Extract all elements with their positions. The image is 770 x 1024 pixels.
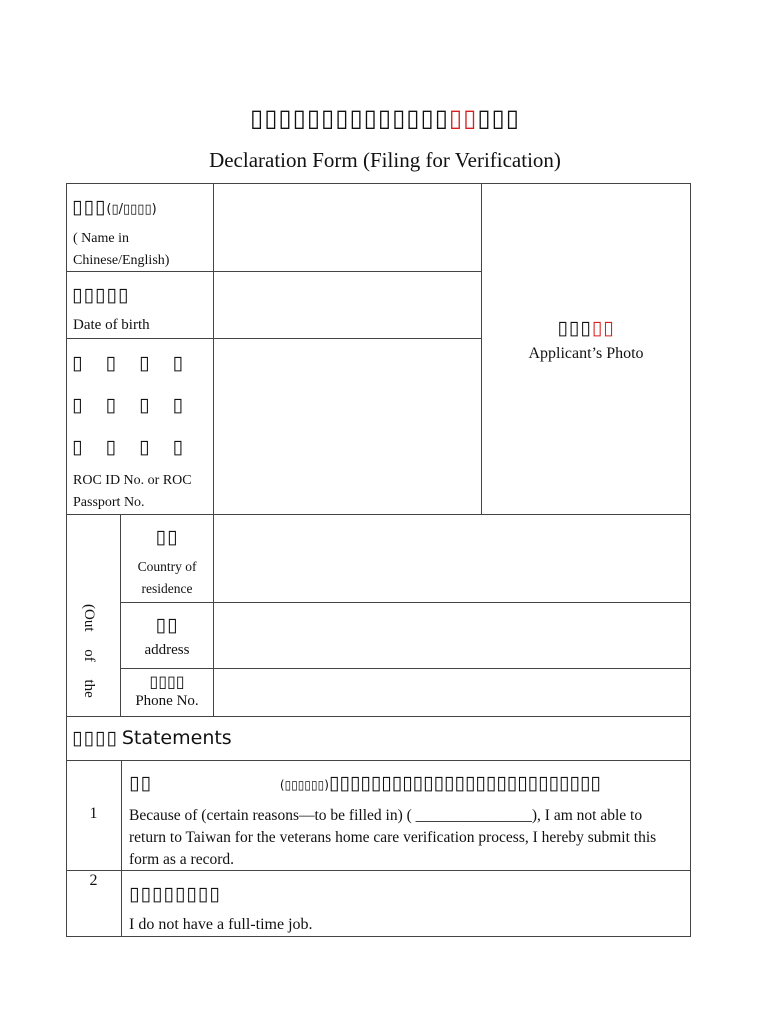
- address-field[interactable]: [216, 605, 688, 666]
- statement-1-english: Because of (certain reasons—to be filled in) ( _______________), I am not able to return to Taiwan for the veterans home care verification process, I hereby submit this form as a record.: [129, 807, 657, 868]
- statement-1-chinese: ▯▯ (▯▯▯▯▯▯)▯▯▯▯▯▯▯▯▯▯▯▯▯▯▯▯▯▯▯▯▯▯▯▯▯▯: [129, 772, 601, 794]
- statement-2-english: I do not have a full-time job.: [129, 916, 313, 933]
- country-field[interactable]: [216, 517, 688, 600]
- dob-field[interactable]: [216, 274, 478, 336]
- form-title-chinese: ▯▯▯▯▯▯▯▯▯▯▯▯▯▯▯▯▯▯▯: [250, 104, 520, 132]
- statement-number: 1: [89, 805, 98, 822]
- form-title-english: Declaration Form (Filing for Verification): [209, 148, 561, 172]
- overseas-vertical-label: (Out of the: [81, 604, 97, 698]
- photo-area[interactable]: [482, 317, 690, 363]
- id-label-chinese: ▯ ▯ ▯ ▯ ▯ ▯ ▯ ▯ ▯ ▯ ▯ ▯: [72, 352, 183, 458]
- title-highlight: ▯▯: [448, 104, 478, 132]
- statement-2-chinese: ▯▯▯▯▯▯▯▯: [129, 883, 221, 905]
- id-field[interactable]: [216, 341, 478, 511]
- address-label: ▯▯ address: [144, 614, 190, 658]
- statements-heading: ▯▯▯▯ Statements: [72, 727, 232, 749]
- phone-label: ▯▯▯▯ Phone No.: [135, 672, 199, 709]
- country-label: ▯▯ Country of residence: [137, 526, 197, 596]
- name-field[interactable]: [216, 186, 478, 269]
- name-label-chinese: ▯▯▯(▯/▯▯▯▯): [72, 196, 157, 218]
- photo-label-english: Applicant’s Photo: [528, 345, 644, 362]
- dob-label-chinese: ▯▯▯▯▯: [72, 284, 130, 306]
- phone-field[interactable]: [216, 671, 688, 714]
- dob-label-english: Date of birth: [73, 317, 150, 333]
- name-label-english: ( Name in Chinese/English): [73, 231, 170, 268]
- statement-number: 2: [89, 872, 98, 889]
- photo-label-chinese: ▯▯▯▯▯: [557, 317, 615, 339]
- id-label-english: ROC ID No. or ROC Passport No.: [73, 473, 192, 510]
